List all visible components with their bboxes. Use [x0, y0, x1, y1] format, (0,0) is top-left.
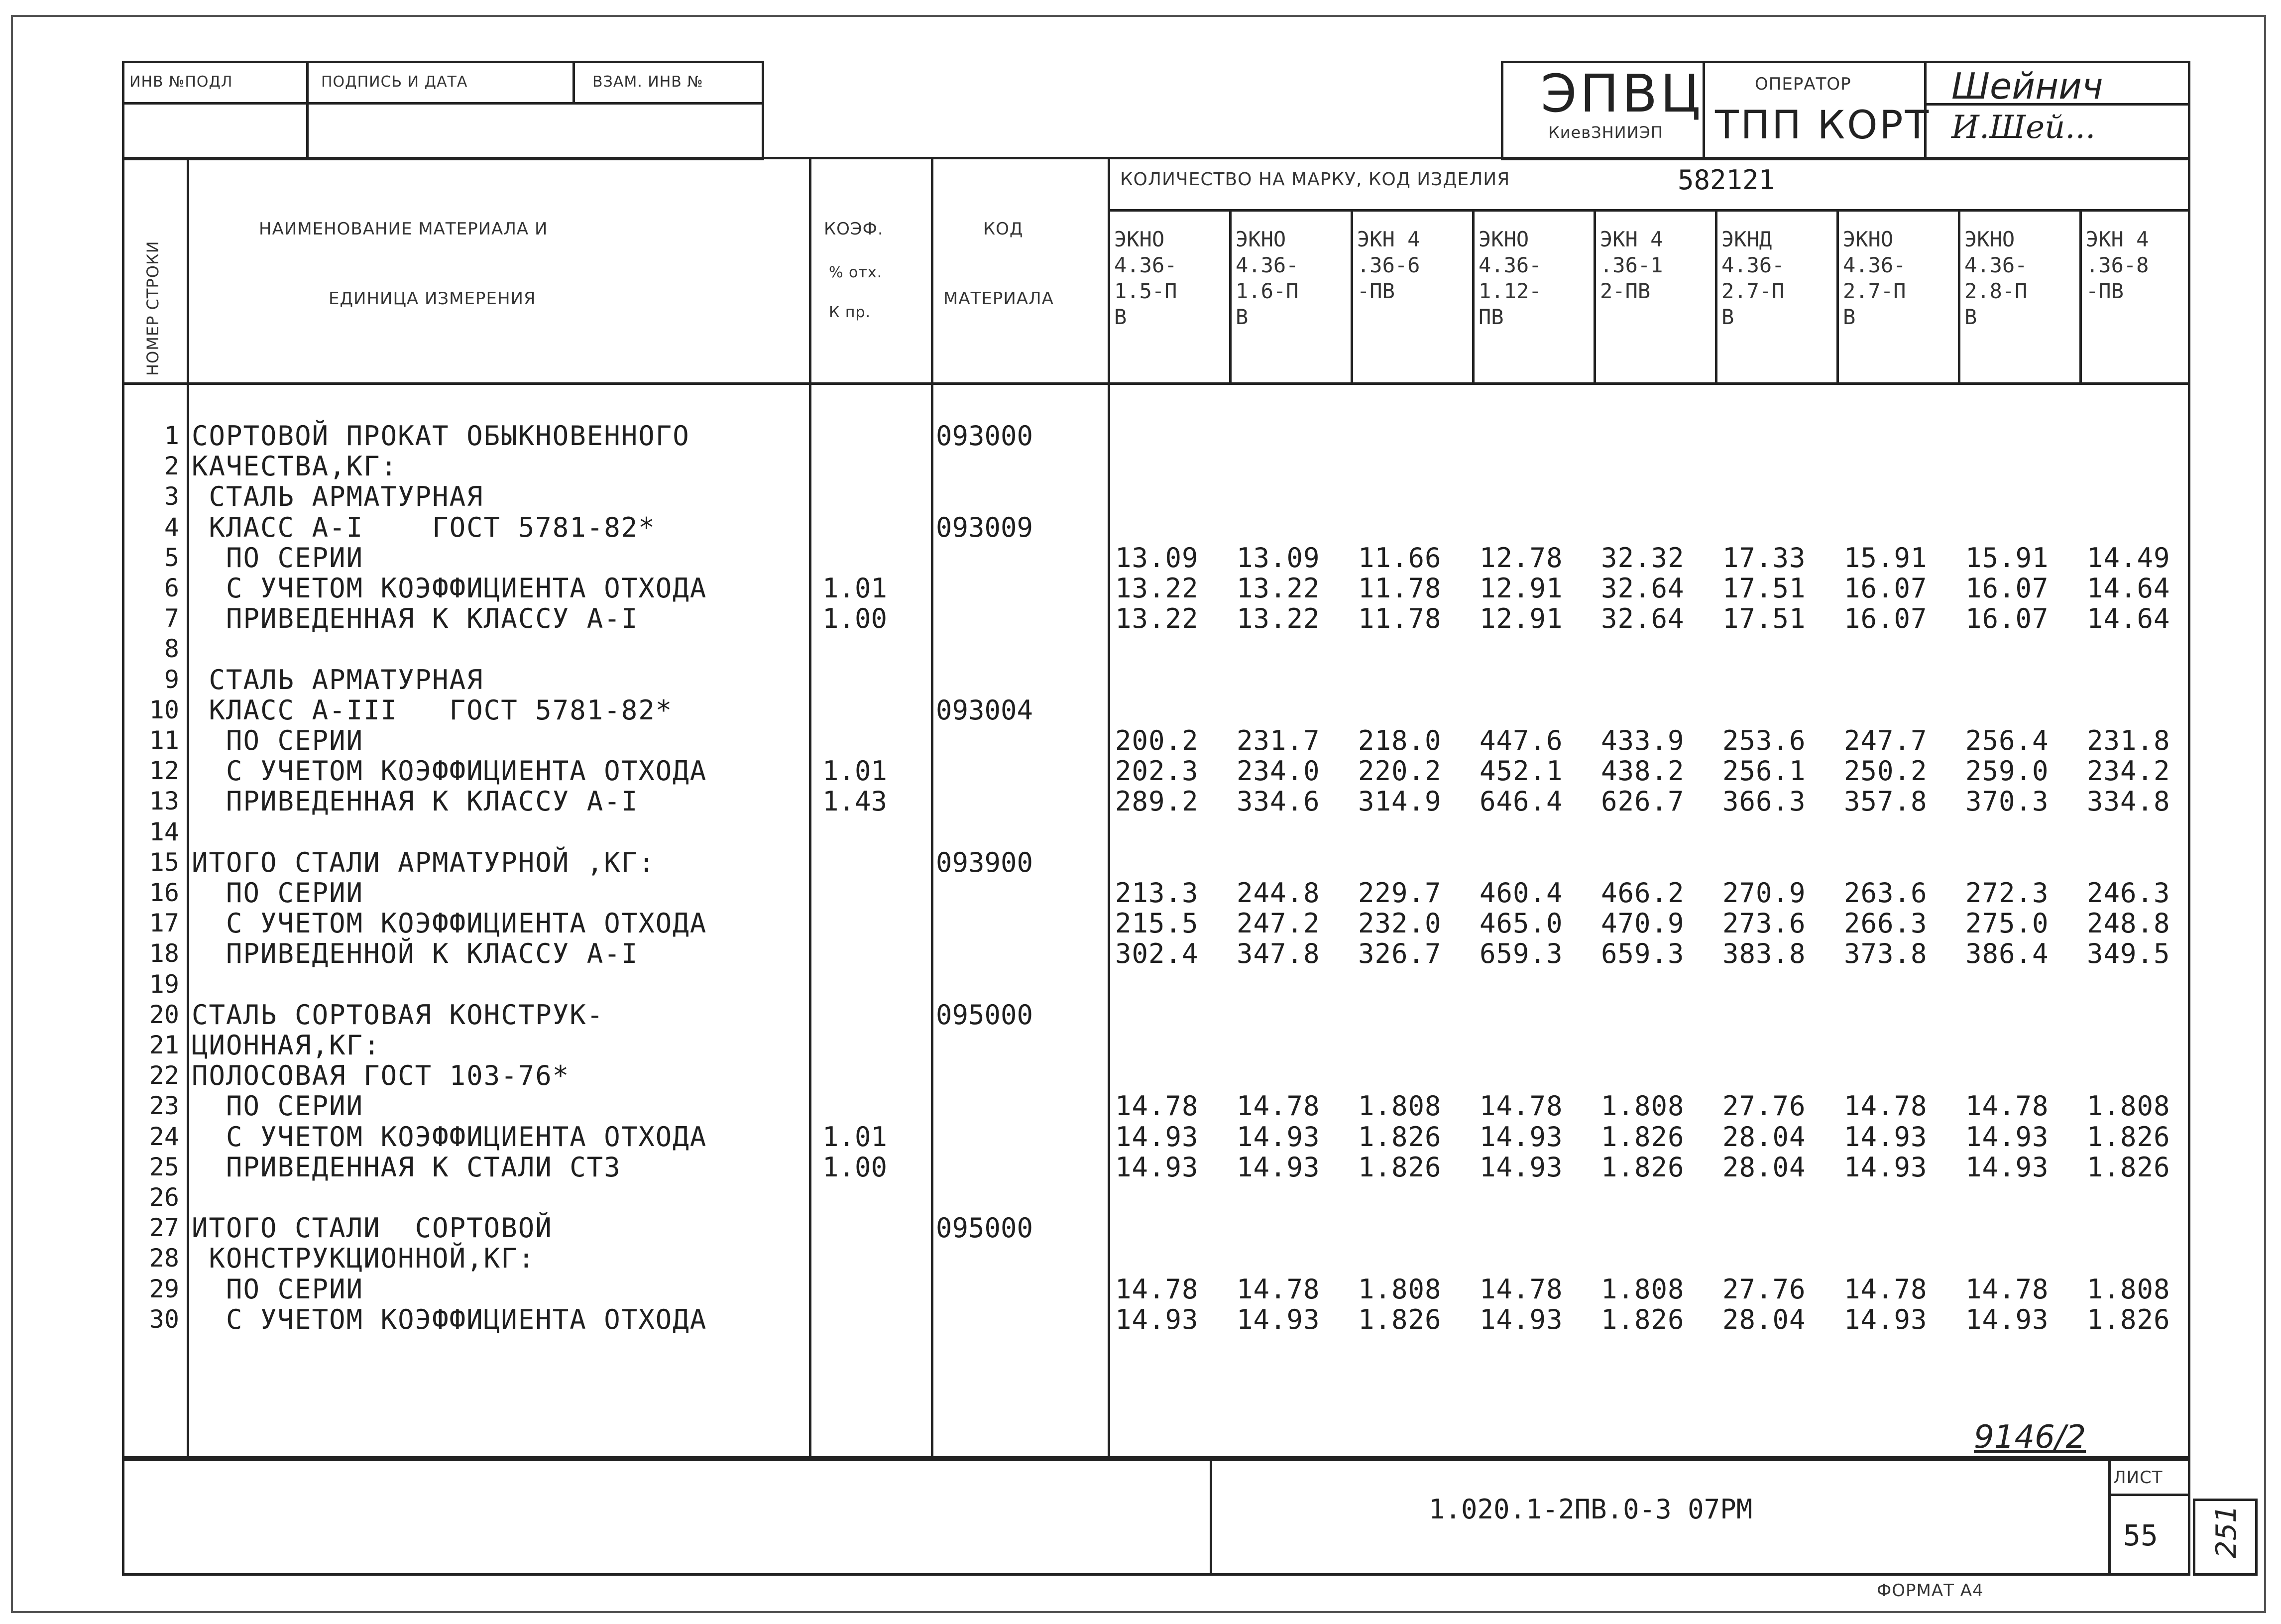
- quantity-cell: 14.78: [1237, 1273, 1320, 1305]
- quantity-cell: 218.0: [1358, 725, 1442, 756]
- row-number: 12: [149, 756, 179, 786]
- quantity-cell: 15.91: [1844, 542, 1928, 574]
- quantity-cell: 270.9: [1722, 877, 1806, 909]
- quantity-cell: 272.3: [1965, 877, 2049, 909]
- quantity-cell: 1.808: [1601, 1090, 1685, 1122]
- person-name: Шейнич: [1951, 65, 2103, 107]
- operator-label: ОПЕРАТОР: [1755, 74, 1851, 94]
- quantity-cell: 14.93: [1844, 1151, 1928, 1183]
- quantity-cell: 626.7: [1601, 786, 1685, 817]
- quantity-cell: 466.2: [1601, 877, 1685, 909]
- row-number: 17: [149, 909, 179, 938]
- row-number: 27: [149, 1213, 179, 1243]
- material-name: С УЧЕТОМ КОЭФФИЦИЕНТА ОТХОДА: [192, 573, 707, 604]
- quantity-cell: 14.78: [1844, 1273, 1928, 1305]
- material-header-line1: НАИМЕНОВАНИЕ МАТЕРИАЛА И: [259, 219, 548, 239]
- quantity-cell: 234.0: [1237, 755, 1320, 787]
- material-name: СТАЛЬ СОРТОВАЯ КОНСТРУК-: [192, 999, 604, 1031]
- quantity-cell: 13.22: [1237, 603, 1320, 635]
- quantity-cell: 646.4: [1480, 786, 1563, 817]
- row-number: 16: [149, 878, 179, 907]
- quantity-cell: 349.5: [2087, 938, 2170, 970]
- quantity-cell: 13.22: [1237, 573, 1320, 604]
- quantity-cell: 470.9: [1601, 908, 1685, 939]
- material-name: С УЧЕТОМ КОЭФФИЦИЕНТА ОТХОДА: [192, 908, 707, 939]
- center-name: ЭПВЦ: [1541, 63, 1704, 124]
- quantity-cell: 659.3: [1480, 938, 1563, 970]
- quantity-cell: 366.3: [1722, 786, 1806, 817]
- quantity-cell: 32.32: [1601, 542, 1685, 574]
- quantity-cell: 27.76: [1722, 1273, 1806, 1305]
- column-divider: [1472, 209, 1475, 383]
- quantity-cell: 253.6: [1722, 725, 1806, 756]
- quantity-cell: 266.3: [1844, 908, 1928, 939]
- quantity-cell: 231.8: [2087, 725, 2170, 756]
- quantity-cell: 220.2: [1358, 755, 1442, 787]
- quantity-cell: 334.6: [1237, 786, 1320, 817]
- material-name: С УЧЕТОМ КОЭФФИЦИЕНТА ОТХОДА: [192, 1121, 707, 1153]
- material-name: ПРИВЕДЕННАЯ К КЛАССУ А-I: [192, 786, 639, 817]
- material-code: 093009: [936, 511, 1033, 543]
- quantity-cell: 16.07: [1844, 573, 1928, 604]
- row-number: 26: [149, 1183, 179, 1212]
- quantity-cell: 246.3: [2087, 877, 2170, 909]
- column-divider: [1229, 209, 1232, 383]
- row-number: 22: [149, 1061, 179, 1090]
- quantity-cell: 13.22: [1115, 603, 1199, 635]
- quantity-cell: 14.93: [1237, 1121, 1320, 1153]
- quantity-cell: 433.9: [1601, 725, 1685, 756]
- material-name: КЛАСС А-III ГОСТ 5781-82*: [192, 694, 673, 726]
- designation: 1.020.1-2ПВ.0-3 07РМ: [1429, 1494, 1753, 1525]
- quantity-cell: 200.2: [1115, 725, 1199, 756]
- column-divider: [1594, 209, 1596, 383]
- quantity-cell: 452.1: [1480, 755, 1563, 787]
- quantity-cell: 14.93: [1115, 1121, 1199, 1153]
- quantity-cell: 1.826: [2087, 1303, 2170, 1335]
- quantity-cell: 247.7: [1844, 725, 1928, 756]
- quantity-cell: 460.4: [1480, 877, 1563, 909]
- quantity-cell: 373.8: [1844, 938, 1928, 970]
- quantity-cell: 259.0: [1965, 755, 2049, 787]
- quantity-cell: 202.3: [1115, 755, 1199, 787]
- quantity-cell: 248.8: [2087, 908, 2170, 939]
- material-header-line2: ЕДИНИЦА ИЗМЕРЕНИЯ: [329, 289, 536, 309]
- quantity-cell: 465.0: [1480, 908, 1563, 939]
- quantity-cell: 14.78: [1237, 1090, 1320, 1122]
- quantity-cell: 14.93: [1480, 1151, 1563, 1183]
- quantity-cell: 273.6: [1722, 908, 1806, 939]
- row-number: 29: [149, 1274, 179, 1303]
- quantity-cell: 334.8: [2087, 786, 2170, 817]
- quantity-cell: 247.2: [1237, 908, 1320, 939]
- quantity-cell: 1.808: [1601, 1273, 1685, 1305]
- material-name: ПО СЕРИИ: [192, 877, 364, 909]
- quantity-cell: 213.3: [1115, 877, 1199, 909]
- material-name: С УЧЕТОМ КОЭФФИЦИЕНТА ОТХОДА: [192, 755, 707, 787]
- material-name: ПО СЕРИИ: [192, 1090, 364, 1122]
- material-name: КЛАСС А-I ГОСТ 5781-82*: [192, 511, 656, 543]
- quantity-cell: 13.09: [1115, 542, 1199, 574]
- vzam-inv-label: ВЗАМ. ИНВ №: [592, 73, 703, 91]
- row-number: 10: [149, 695, 179, 724]
- koef-value: 1.43: [822, 786, 888, 817]
- row-number: 20: [149, 1000, 179, 1029]
- quantity-cell: 14.93: [1480, 1121, 1563, 1153]
- quantity-cell: 12.78: [1480, 542, 1563, 574]
- quantity-cell: 1.826: [1358, 1303, 1442, 1335]
- quantity-cell: 14.49: [2087, 542, 2170, 574]
- row-number: 23: [149, 1091, 179, 1121]
- quantity-cell: 1.826: [1601, 1151, 1685, 1183]
- quantity-cell: 14.78: [1965, 1090, 2049, 1122]
- doc-number: 9146/2: [1974, 1419, 2086, 1456]
- row-number: 13: [149, 787, 179, 816]
- quantity-cell: 256.1: [1722, 755, 1806, 787]
- material-name: КОНСТРУКЦИОННОЙ,КГ:: [192, 1243, 536, 1275]
- quantity-cell: 302.4: [1115, 938, 1199, 970]
- quantity-cell: 16.07: [1844, 603, 1928, 635]
- quantity-cell: 14.78: [1965, 1273, 2049, 1305]
- quantity-cell: 289.2: [1115, 786, 1199, 817]
- signature: И.Шей...: [1951, 109, 2096, 146]
- quantity-cell: 1.826: [1358, 1151, 1442, 1183]
- quantity-cell: 17.51: [1722, 573, 1806, 604]
- quantity-cell: 32.64: [1601, 603, 1685, 635]
- quantity-cell: 1.826: [1601, 1303, 1685, 1335]
- quantity-cell: 13.22: [1115, 573, 1199, 604]
- row-number: 3: [164, 482, 179, 511]
- center-subname: КиевЗНИИЭП: [1548, 123, 1663, 142]
- column-divider: [1836, 209, 1839, 383]
- material-code: 093004: [936, 694, 1033, 726]
- quantity-cell: 234.2: [2087, 755, 2170, 787]
- quantity-cell: 14.64: [2087, 573, 2170, 604]
- quantity-cell: 1.808: [2087, 1273, 2170, 1305]
- row-number: 21: [149, 1031, 179, 1059]
- material-name: ИТОГО СТАЛИ СОРТОВОЙ: [192, 1212, 553, 1244]
- column-divider: [1351, 209, 1353, 383]
- koef-value: 1.01: [822, 755, 888, 787]
- product-column-header: ЭКНО 4.36- 2.8-П В: [1964, 227, 2028, 329]
- format-label: ФОРМАТ А4: [1877, 1581, 1984, 1601]
- row-number: 2: [164, 452, 179, 481]
- material-code: 093000: [936, 420, 1033, 452]
- quantity-cell: 11.78: [1358, 573, 1442, 604]
- quantity-cell: 1.808: [1358, 1273, 1442, 1305]
- koef-value: 1.01: [822, 573, 888, 604]
- sheet-label: ЛИСТ: [2113, 1468, 2163, 1488]
- row-number: 28: [149, 1244, 179, 1273]
- quantity-cell: 13.09: [1237, 542, 1320, 574]
- quantity-cell: 14.93: [1844, 1121, 1928, 1153]
- quantity-cell: 14.93: [1844, 1303, 1928, 1335]
- material-name: ПО СЕРИИ: [192, 1273, 364, 1305]
- material-name: ПО СЕРИИ: [192, 725, 364, 756]
- material-name: ИТОГО СТАЛИ АРМАТУРНОЙ ,КГ:: [192, 846, 656, 878]
- row-number: 30: [149, 1304, 179, 1334]
- quantity-cell: 11.66: [1358, 542, 1442, 574]
- material-name: ПРИВЕДЕННАЯ К КЛАССУ А-I: [192, 603, 639, 635]
- quantity-cell: 14.93: [1115, 1303, 1199, 1335]
- quantity-cell: 14.78: [1115, 1090, 1199, 1122]
- material-name: СТАЛЬ АРМАТУРНАЯ: [192, 481, 484, 513]
- product-column-header: ЭКН 4 .36-6 -ПВ: [1357, 227, 1420, 303]
- quantity-cell: 1.826: [2087, 1121, 2170, 1153]
- material-name: СОРТОВОЙ ПРОКАТ ОБЫКНОВЕННОГО: [192, 420, 690, 452]
- quantity-cell: 215.5: [1115, 908, 1199, 939]
- product-column-header: ЭКНД 4.36- 2.7-П В: [1721, 227, 1785, 329]
- quantity-cell: 15.91: [1965, 542, 2049, 574]
- material-name: КАЧЕСТВА,КГ:: [192, 451, 398, 482]
- row-number: 4: [164, 512, 179, 542]
- quantity-cell: 447.6: [1480, 725, 1563, 756]
- row-number: 9: [164, 665, 179, 694]
- quantity-cell: 14.93: [1237, 1151, 1320, 1183]
- quantity-cell: 11.78: [1358, 603, 1442, 635]
- material-name: С УЧЕТОМ КОЭФФИЦИЕНТА ОТХОДА: [192, 1303, 707, 1335]
- row-number: 25: [149, 1152, 179, 1181]
- quantity-cell: 383.8: [1722, 938, 1806, 970]
- row-number: 18: [149, 939, 179, 968]
- quantity-cell: 16.07: [1965, 573, 2049, 604]
- quantity-cell: 326.7: [1358, 938, 1442, 970]
- archive-stamp: [122, 61, 764, 160]
- material-name: ПРИВЕДЕННОЙ К КЛАССУ А-I: [192, 938, 639, 970]
- quantity-cell: 14.93: [1115, 1151, 1199, 1183]
- quantity-cell: 12.91: [1480, 573, 1563, 604]
- quantity-cell: 12.91: [1480, 603, 1563, 635]
- quantity-cell: 14.78: [1115, 1273, 1199, 1305]
- quantity-cell: 32.64: [1601, 573, 1685, 604]
- column-divider: [1958, 209, 1960, 383]
- quantity-cell: 14.93: [1480, 1303, 1563, 1335]
- quantity-cell: 17.51: [1722, 603, 1806, 635]
- code-header-line2: МАТЕРИАЛА: [943, 289, 1054, 309]
- koef-header-line2: % отх.: [829, 264, 883, 281]
- quantity-cell: 263.6: [1844, 877, 1928, 909]
- row-number: 7: [164, 604, 179, 633]
- code-header-line1: КОД: [983, 219, 1024, 239]
- inv-podl-label: ИНВ №ПОДЛ: [129, 73, 233, 91]
- row-number: 6: [164, 574, 179, 602]
- quantity-cell: 14.93: [1965, 1151, 2049, 1183]
- quantity-cell: 250.2: [1844, 755, 1928, 787]
- quantity-cell: 438.2: [1601, 755, 1685, 787]
- quantity-cell: 659.3: [1601, 938, 1685, 970]
- koef-value: 1.01: [822, 1121, 888, 1153]
- quantity-cell: 1.826: [1601, 1121, 1685, 1153]
- quantity-cell: 14.64: [2087, 603, 2170, 635]
- column-divider: [1715, 209, 1717, 383]
- product-code: 582121: [1678, 164, 1775, 196]
- koef-value: 1.00: [822, 1151, 888, 1183]
- quantity-cell: 27.76: [1722, 1090, 1806, 1122]
- row-number: 19: [149, 969, 179, 999]
- material-name: ЦИОННАЯ,КГ:: [192, 1030, 381, 1061]
- quantity-cell: 1.808: [1358, 1090, 1442, 1122]
- quantity-cell: 14.93: [1237, 1303, 1320, 1335]
- quantity-cell: 14.93: [1965, 1121, 2049, 1153]
- material-name: СТАЛЬ АРМАТУРНАЯ: [192, 664, 484, 696]
- row-number: 11: [149, 726, 179, 755]
- row-number-header: НОМЕР СТРОКИ: [143, 240, 162, 376]
- quantity-cell: 1.826: [1358, 1121, 1442, 1153]
- product-column-header: ЭКНО 4.36- 1.12- ПВ: [1479, 227, 1542, 329]
- quantity-cell: 28.04: [1722, 1151, 1806, 1183]
- row-number: 15: [149, 847, 179, 877]
- side-number: 251: [2210, 1505, 2243, 1558]
- quantity-cell: 28.04: [1722, 1303, 1806, 1335]
- koef-header-line1: КОЭФ.: [824, 219, 884, 239]
- quantity-cell: 256.4: [1965, 725, 2049, 756]
- quantity-cell: 232.0: [1358, 908, 1442, 939]
- product-column-header: ЭКНО 4.36- 2.7-П В: [1843, 227, 1906, 329]
- material-code: 095000: [936, 1212, 1033, 1244]
- podpis-data-label: ПОДПИСЬ И ДАТА: [321, 73, 468, 91]
- quantity-cell: 386.4: [1965, 938, 2049, 970]
- quantity-cell: 229.7: [1358, 877, 1442, 909]
- quantity-cell: 28.04: [1722, 1121, 1806, 1153]
- quantity-cell: 244.8: [1237, 877, 1320, 909]
- quantity-header: КОЛИЧЕСТВО НА МАРКУ, КОД ИЗДЕЛИЯ: [1120, 169, 1510, 190]
- row-number: 8: [164, 634, 179, 664]
- quantity-cell: 275.0: [1965, 908, 2049, 939]
- quantity-cell: 14.78: [1480, 1273, 1563, 1305]
- quantity-cell: 1.826: [2087, 1151, 2170, 1183]
- quantity-cell: 17.33: [1722, 542, 1806, 574]
- material-name: ПОЛОСОВАЯ ГОСТ 103-76*: [192, 1060, 570, 1092]
- quantity-cell: 16.07: [1965, 603, 2049, 635]
- quantity-cell: 357.8: [1844, 786, 1928, 817]
- title-block: [1501, 61, 2190, 160]
- product-column-header: ЭКНО 4.36- 1.5-П В: [1114, 227, 1177, 329]
- material-name: ПО СЕРИИ: [192, 542, 364, 574]
- material-name: ПРИВЕДЕННАЯ К СТАЛИ СТ3: [192, 1151, 621, 1183]
- product-column-header: ЭКН 4 .36-1 2-ПВ: [1600, 227, 1663, 303]
- quantity-cell: 370.3: [1965, 786, 2049, 817]
- quantity-cell: 314.9: [1358, 786, 1442, 817]
- operator-name: ТПП КОРТ: [1715, 103, 1931, 148]
- footer-block: [122, 1456, 2190, 1576]
- material-code: 093900: [936, 846, 1033, 878]
- row-number: 24: [149, 1122, 179, 1151]
- quantity-cell: 14.78: [1480, 1090, 1563, 1122]
- quantity-cell: 347.8: [1237, 938, 1320, 970]
- sheet-number: 55: [2123, 1518, 2158, 1552]
- material-code: 095000: [936, 999, 1033, 1031]
- quantity-cell: 14.78: [1844, 1090, 1928, 1122]
- product-column-header: ЭКНО 4.36- 1.6-П В: [1236, 227, 1299, 329]
- quantity-cell: 1.808: [2087, 1090, 2170, 1122]
- quantity-cell: 14.93: [1965, 1303, 2049, 1335]
- quantity-cell: 231.7: [1237, 725, 1320, 756]
- koef-header-line3: К пр.: [829, 304, 871, 321]
- row-number: 1: [164, 421, 179, 450]
- row-number: 14: [149, 817, 179, 846]
- product-column-header: ЭКН 4 .36-8 -ПВ: [2086, 227, 2149, 303]
- column-divider: [2079, 209, 2082, 383]
- koef-value: 1.00: [822, 603, 888, 635]
- row-number: 5: [164, 543, 179, 572]
